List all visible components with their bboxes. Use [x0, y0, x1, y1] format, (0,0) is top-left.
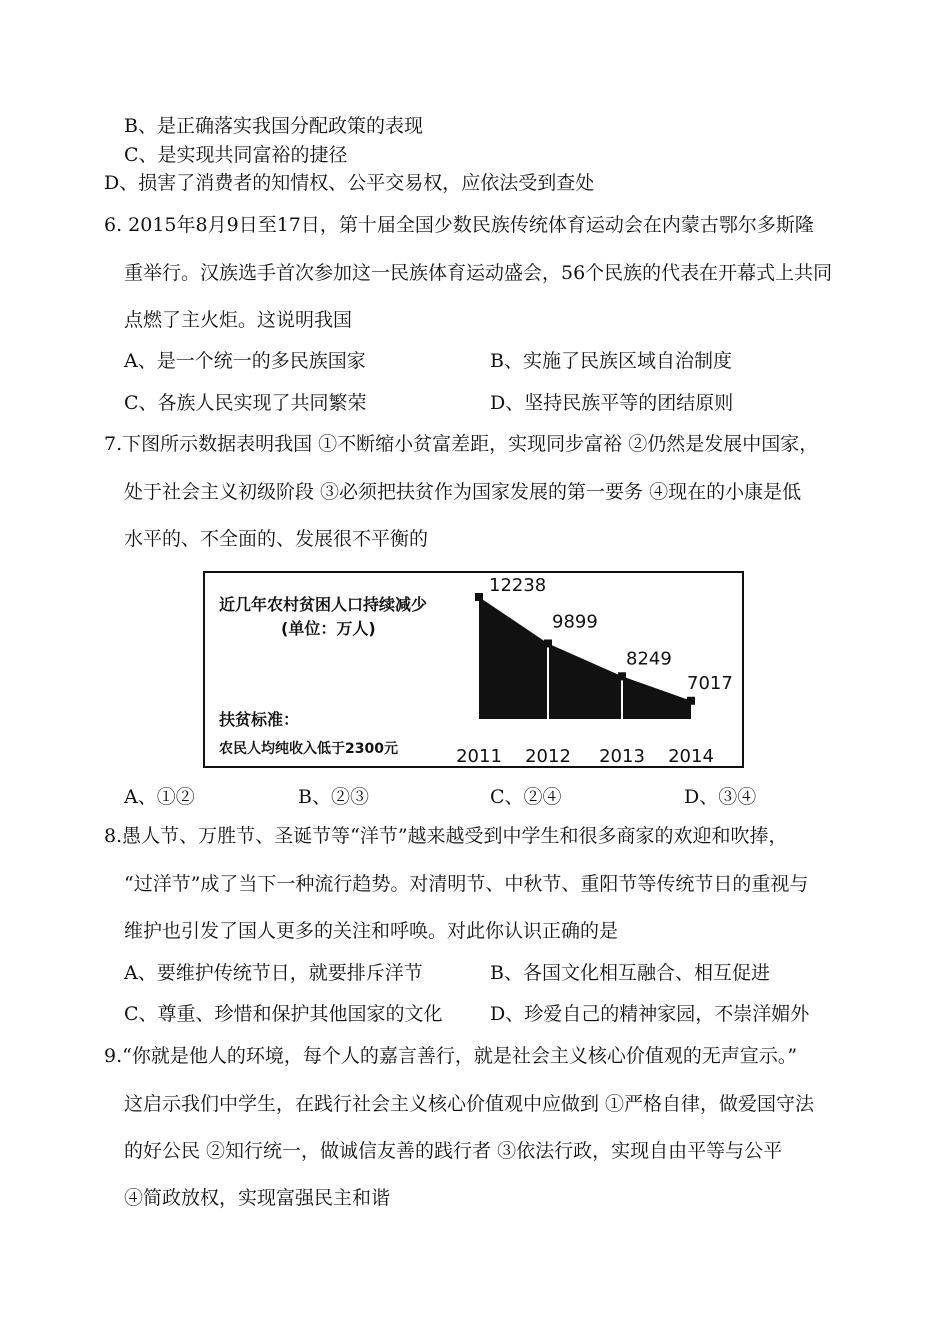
chart-standard-value: 农民人均纯收入低于2300元 — [219, 741, 398, 757]
q8-option-c: C、尊重、珍惜和保护其他国家的文化 — [124, 1003, 443, 1025]
chart-data-label: 9899 — [552, 611, 598, 633]
q8-option-a: A、要维护传统节日，就要排斥洋节 — [124, 962, 423, 984]
q6-option-c: C、各族人民实现了共同繁荣 — [124, 392, 367, 414]
q6-option-b: B、实施了民族区域自治制度 — [490, 350, 732, 372]
chart-point — [687, 697, 695, 705]
chart-standard-label: 扶贫标准： — [219, 710, 300, 729]
q7-option-c: C、②④ — [490, 786, 562, 808]
chart-unit: (单位：万人) — [281, 619, 376, 638]
q8-stem-line-3: 维护也引发了国人更多的关注和呼唤。对此你认识正确的是 — [124, 920, 619, 942]
chart-point — [475, 593, 483, 601]
q8-option-d: D、珍爱自己的精神家园，不崇洋媚外 — [490, 1003, 810, 1025]
chart-category-label: 2012 — [525, 746, 571, 766]
q8-stem-line-2: “过洋节”成了当下一种流行趋势。对清明节、中秋节、重阳节等传统节日的重视与 — [124, 873, 809, 895]
q5-option-b: B、是正确落实我国分配政策的表现 — [124, 115, 423, 137]
q9-stem-line-2: 这启示我们中学生，在践行社会主义核心价值观中应做到 ①严格自律，做爱国守法 — [124, 1093, 815, 1115]
chart-data-label: 12238 — [489, 575, 547, 596]
q7-stem-line-1: 7.下图所示数据表明我国 ①不断缩小贫富差距，实现同步富裕 ②仍然是发展中国家， — [104, 433, 819, 455]
chart-plot — [205, 573, 742, 766]
q5-option-c: C、是实现共同富裕的捷径 — [124, 144, 348, 166]
chart-data-label: 7017 — [687, 672, 733, 694]
q5-option-d: D、损害了消费者的知情权、公平交易权，应依法受到查处 — [104, 172, 595, 194]
chart-point — [544, 639, 552, 647]
chart-data-label: 8249 — [626, 648, 672, 670]
q6-stem-line-1: 6. 2015年8月9日至17日，第十届全国少数民族传统体育运动会在内蒙古鄂尔多斯隆 — [104, 214, 814, 236]
q8-option-b: B、各国文化相互融合、相互促进 — [490, 962, 770, 984]
q8-stem-line-1: 8.愚人节、万胜节、圣诞节等“洋节”越来越受到中学生和很多商家的欢迎和吹捧， — [104, 825, 788, 847]
q6-stem-line-2: 重举行。汉族选手首次参加这一民族体育运动盛会，56个民族的代表在开幕式上共同 — [124, 262, 833, 284]
q9-stem-line-3: 的好公民 ②知行统一，做诚信友善的践行者 ③依法行政，实现自由平等与公平 — [124, 1140, 783, 1162]
chart-category-label: 2014 — [668, 746, 714, 766]
chart-title: 近几年农村贫困人口持续减少 — [219, 595, 428, 614]
q6-stem-line-3: 点燃了主火炬。这说明我国 — [124, 309, 353, 331]
chart-category-label: 2013 — [599, 746, 645, 766]
poverty-chart — [203, 571, 744, 768]
q7-option-b: B、②③ — [298, 786, 369, 808]
q9-stem-line-1: 9.“你就是他人的环境，每个人的嘉言善行，就是社会主义核心价值观的无声宣示。” — [104, 1045, 798, 1067]
chart-point — [618, 672, 626, 680]
q7-option-d: D、③④ — [684, 786, 757, 808]
q6-option-d: D、坚持民族平等的团结原则 — [490, 392, 734, 414]
chart-category-label: 2011 — [456, 746, 502, 766]
q9-stem-line-4: ④简政放权，实现富强民主和谐 — [124, 1187, 391, 1209]
q7-stem-line-3: 水平的、不全面的、发展很不平衡的 — [124, 528, 429, 550]
q7-stem-line-2: 处于社会主义初级阶段 ③必须把扶贫作为国家发展的第一要务 ④现在的小康是低 — [124, 481, 802, 503]
q7-option-a: A、①② — [124, 786, 195, 808]
q6-option-a: A、是一个统一的多民族国家 — [124, 350, 366, 372]
